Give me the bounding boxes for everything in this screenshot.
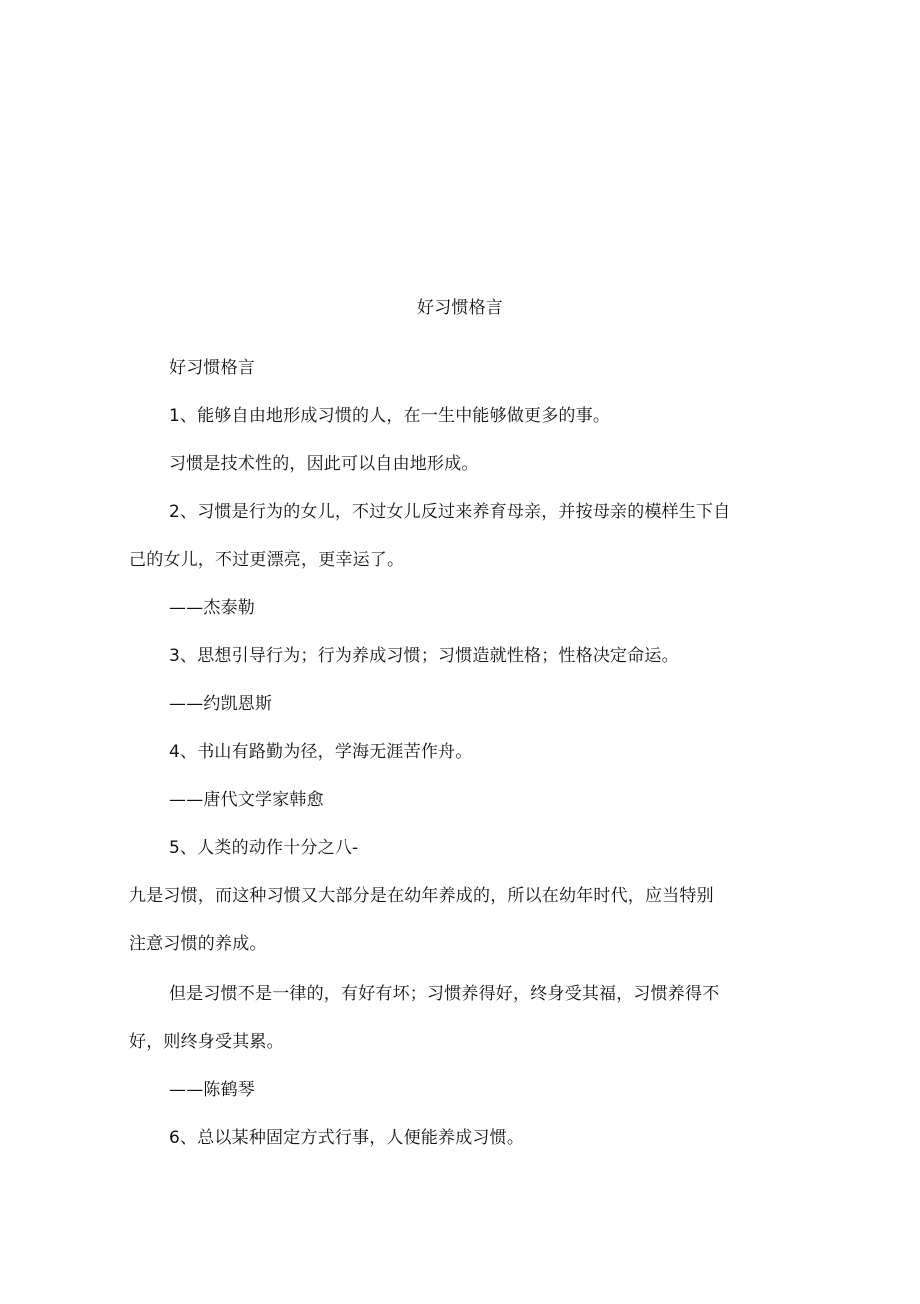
text-line: 但是习惯不是一律的，有好有坏；习惯养得好，终身受其福，习惯养得不 [169,984,720,1004]
document-title: 好习惯格言 [417,298,503,318]
attribution-line: ——约凯恩斯 [169,694,273,714]
text-line: 注意习惯的养成。 [129,934,267,954]
text-line: 好，则终身受其累。 [129,1032,284,1052]
text-line: 5、人类的动作十分之八- [169,838,359,858]
text-line: 1、能够自由地形成习惯的人，在一生中能够做更多的事。 [169,406,611,426]
attribution-line: ——陈鹤琴 [169,1080,255,1100]
attribution-line: ——杰泰勒 [169,598,255,618]
attribution-line: ——唐代文学家韩愈 [169,790,324,810]
text-line: 3、思想引导行为；行为养成习惯；习惯造就性格；性格决定命运。 [169,646,679,666]
text-line: 习惯是技术性的，因此可以自由地形成。 [169,454,479,474]
section-heading: 好习惯格言 [169,358,255,378]
text-line: 九是习惯，而这种习惯又大部分是在幼年养成的，所以在幼年时代，应当特别 [129,886,714,906]
text-line: 己的女儿，不过更漂亮，更幸运了。 [129,550,405,570]
text-line: 6、总以某种固定方式行事，人便能养成习惯。 [169,1128,525,1148]
text-line: 2、习惯是行为的女儿，不过女儿反过来养育母亲，并按母亲的模样生下自 [169,502,731,522]
text-line: 4、书山有路勤为径，学海无涯苦作舟。 [169,742,473,762]
